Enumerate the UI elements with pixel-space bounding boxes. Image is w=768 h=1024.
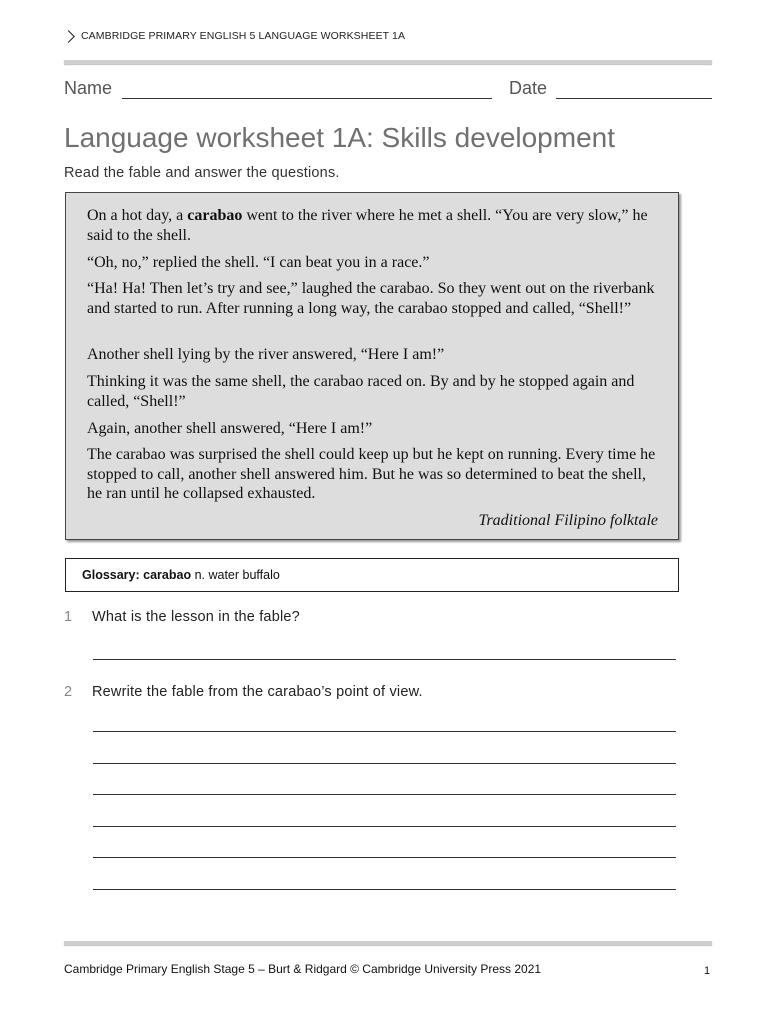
glossary-term: carabao (143, 568, 192, 582)
series-title: CAMBRIDGE PRIMARY ENGLISH 5 LANGUAGE WORKSHEET 1A (81, 30, 406, 42)
question-text: What is the lesson in the fable? (92, 609, 300, 625)
name-field-line[interactable] (122, 98, 492, 99)
chevron-right-icon (62, 30, 75, 43)
footer-credit: Cambridge Primary English Stage 5 – Burt & Ridgard © Cambridge University Press 2021 (64, 962, 542, 976)
fable-paragraph: “Oh, no,” replied the shell. “I can beat you in a race.” (87, 254, 430, 271)
fable-text: went to the river where he met a shell. “You are very slow,” he said to the shell. (87, 207, 648, 244)
running-header (64, 30, 405, 42)
instruction-text: Read the fable and answer the questions. (64, 165, 340, 181)
fable-paragraph: Another shell lying by the river answered, “Here I am!” (87, 346, 445, 363)
answer-line[interactable] (93, 763, 676, 764)
glossary-box (65, 558, 679, 592)
fable-text: On a hot day, a (87, 207, 188, 224)
glossary-label: Glossary: (82, 568, 140, 582)
answer-line[interactable] (93, 659, 676, 660)
question-text: Rewrite the fable from the carabao’s point of view. (92, 684, 423, 700)
fable-paragraph: Again, another shell answered, “Here I am!” (87, 420, 373, 437)
name-label: Name (64, 78, 113, 98)
question-number: 2 (64, 684, 73, 700)
page-number: 1 (704, 965, 711, 977)
fable-bold-term: carabao (187, 207, 243, 224)
fable-paragraph: The carabao was surprised the shell could keep up but he kept on running. Every time he stopped to call, another shell answered him. But he was so determined to beat the shell, he ran until he collapsed exhausted. (87, 446, 656, 502)
answer-line[interactable] (93, 794, 676, 795)
page-title: Language worksheet 1A: Skills development (64, 122, 616, 153)
question-number: 1 (64, 609, 73, 625)
footer-divider (64, 941, 712, 945)
fable-paragraph: Thinking it was the same shell, the carabao raced on. By and by he stopped again and called, “Shell!” (87, 373, 635, 410)
fable-paragraph: “Ha! Ha! Then let’s try and see,” laughed the carabao. So they went out on the riverbank and started to run. After running a long way, the carabao stopped and called, “Shell!” (87, 280, 655, 317)
name-date-row (64, 78, 714, 104)
glossary-definition: n. water buffalo (191, 568, 280, 582)
fable-box (65, 192, 679, 540)
answer-line[interactable] (93, 826, 676, 827)
answer-line[interactable] (93, 857, 676, 858)
fable-paragraph (87, 206, 657, 245)
answer-line[interactable] (93, 731, 676, 732)
date-label: Date (509, 78, 548, 98)
answer-line[interactable] (93, 889, 676, 890)
date-field-line[interactable] (556, 98, 712, 99)
header-divider (64, 60, 712, 64)
fable-attribution: Traditional Filipino folktale (478, 512, 658, 529)
